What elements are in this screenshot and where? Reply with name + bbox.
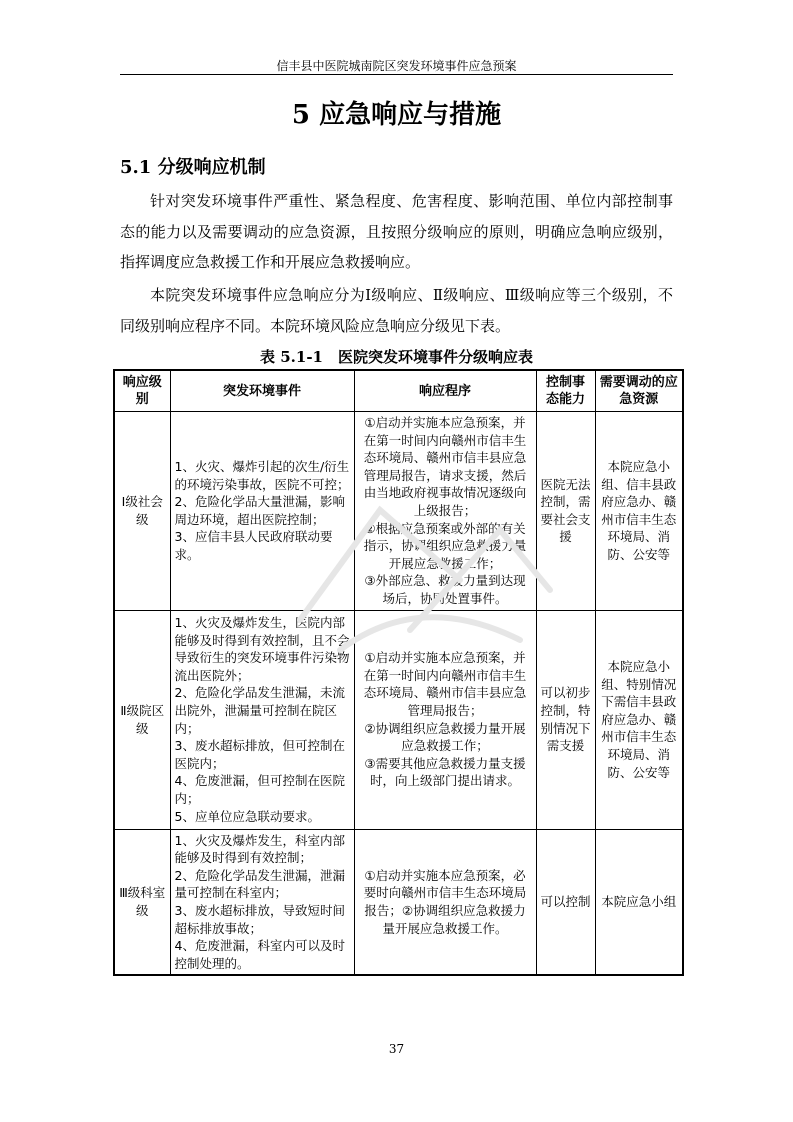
cell-event xyxy=(170,610,354,829)
event-line: 3、废水超标排放，但可控制在医院内； xyxy=(174,738,345,771)
procedure-line: ③需要其他应急救援力量支援时，向上级部门提出请求。 xyxy=(364,755,526,789)
event-line: 2、危险化学品大量泄漏，影响周边环境，超出医院控制； xyxy=(174,494,345,527)
cell-resources: 本院应急小组、信丰县政府应急办、赣州市信丰生态环境局、消防、公安等 xyxy=(595,412,683,611)
cell-level: Ⅲ级科室级 xyxy=(114,829,170,975)
cell-procedure xyxy=(354,412,536,611)
procedure-line: ①启动并实施本应急预案，必要时向赣州市信丰生态环境局报告；②协调组织应急救援力量开展应急救援工作。 xyxy=(363,867,527,936)
cell-event xyxy=(170,829,354,975)
event-line: 2、危险化学品发生泄漏，泄漏量可控制在科室内； xyxy=(174,867,345,901)
procedure-line: ②协调组织应急救援力量开展应急救援工作； xyxy=(364,720,526,754)
event-line: 4、危废泄漏，但可控制在医院内； xyxy=(174,773,345,806)
event-line: 4、危废泄漏，科室内可以及时控制处理的。 xyxy=(174,938,345,971)
cell-capability: 医院无法控制，需要社会支援 xyxy=(536,412,595,611)
header-level: 响应级别 xyxy=(114,370,170,412)
header-capability: 控制事态能力 xyxy=(536,370,595,412)
table-caption: 表 5.1-1 医院突发环境事件分级响应表 xyxy=(260,348,533,366)
cell-level: Ⅰ级社会级 xyxy=(114,412,170,611)
event-line: 3、应信丰县人民政府联动要求。 xyxy=(174,529,333,562)
cell-resources: 本院应急小组 xyxy=(595,829,683,975)
event-line: 3、废水超标排放，导致短时间超标排放事故； xyxy=(174,902,345,936)
section-title: 5.1 分级响应机制 xyxy=(120,157,266,178)
event-line: 1、火灾、爆炸引起的次生/衍生的环境污染事故，医院不可控； xyxy=(174,458,350,492)
cell-procedure xyxy=(354,610,536,829)
cell-level: Ⅱ级院区级 xyxy=(114,610,170,829)
procedure-line: ②根据应急预案或外部的有关指示，协调组织应急救援力量开展应急救援工作； xyxy=(363,520,527,571)
cell-capability: 可以控制 xyxy=(536,829,595,975)
header-rule xyxy=(120,74,673,75)
event-line: 1、火灾及爆炸发生，医院内部能够及时得到有效控制，且不会导致衍生的突发环境事件污染物流出医院外； xyxy=(174,614,350,683)
header-procedure: 响应程序 xyxy=(354,370,536,412)
cell-procedure xyxy=(354,829,536,975)
procedure-line: ①启动并实施本应急预案，并在第一时间内向赣州市信丰生态环境局、赣州市信丰县应急管理局报告，请求支援，然后由当地政府视事故情况逐级向上级报告； xyxy=(363,415,527,518)
table-header-row xyxy=(114,370,683,412)
procedure-line: ①启动并实施本应急预案，并在第一时间内向赣州市信丰生态环境局、赣州市信丰县应急管理局报告； xyxy=(363,650,527,718)
cell-event xyxy=(170,412,354,611)
event-line: 5、应单位应急联动要求。 xyxy=(174,808,320,824)
table-row xyxy=(114,412,683,611)
running-header: 信丰县中医院城南院区突发环境事件应急预案 xyxy=(276,59,517,73)
cell-resources: 本院应急小组、特别情况下需信丰县政府应急办、赣州市信丰生态环境局、消防、公安等 xyxy=(595,610,683,829)
procedure-line: ③外部应急、救援力量到达现场后，协同处置事件。 xyxy=(364,573,526,606)
paragraph-1: 针对突发环境事件严重性、紧急程度、危害程度、影响范围、单位内部控制事态的能力以及需要调动的应急资源，且按照分级响应的原则，明确应急响应级别，指挥调度应急救援工作和开展应急救援响应。 xyxy=(120,192,673,271)
header-event: 突发环境事件 xyxy=(170,370,354,412)
paragraph-2: 本院突发环境事件应急响应分为Ⅰ级响应、Ⅱ级响应、Ⅲ级响应等三个级别，不同级别响应程序不同。本院环境风险应急响应分级见下表。 xyxy=(120,286,673,335)
response-level-table xyxy=(113,369,684,976)
page-number: 37 xyxy=(388,1042,405,1056)
cell-capability: 可以初步控制，特别情况下需支援 xyxy=(536,610,595,829)
event-line: 2、危险化学品发生泄漏，未流出院外，泄漏量可控制在院区内； xyxy=(174,685,345,736)
table-row xyxy=(114,829,683,975)
chapter-title: 5 应急响应与措施 xyxy=(291,100,502,130)
event-line: 1、火灾及爆炸发生，科室内部能够及时得到有效控制； xyxy=(174,832,345,866)
header-resources: 需要调动的应急资源 xyxy=(595,370,683,412)
table-row xyxy=(114,610,683,829)
